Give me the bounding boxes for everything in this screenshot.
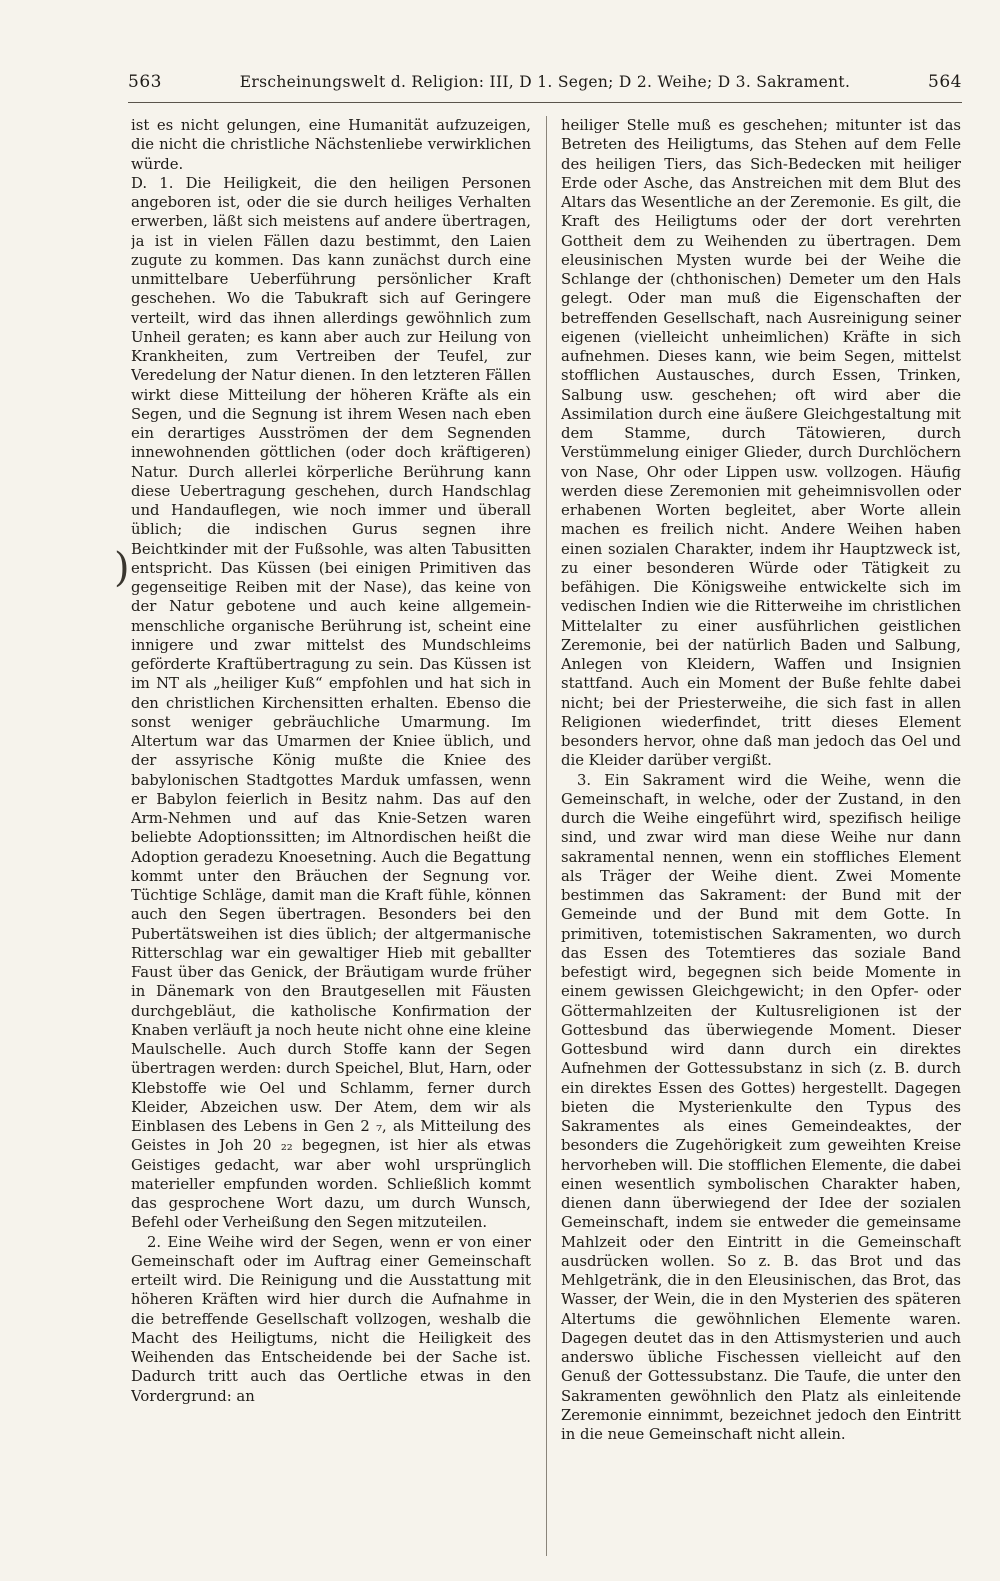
- paragraph: ist es nicht gelungen, eine Humanität aufzuzeigen, die nicht die christliche Nächstenliebe verwirklichen würde.: [131, 117, 531, 173]
- margin-mark: ): [114, 545, 130, 591]
- text-column-right: [561, 116, 961, 1556]
- page-header: [128, 72, 962, 98]
- header-rule: [128, 102, 962, 103]
- column-divider: [546, 116, 547, 1556]
- paragraph: 2. Eine Weihe wird der Segen, wenn er von einer Gemeinschaft oder im Auftrag einer Gemeinschaft erteilt wird. Die Reinigung und die Ausstattung mit höheren Kräften wird hier durch die Aufnahme in die betreffende Gesellschaft vollzogen, weshalb die Macht des Heiligtums, nicht die Heiligkeit des Weihenden das Entscheidende bei der Sache ist. Dadurch tritt auch das Oertliche etwas in den Vordergrund: an: [131, 1233, 531, 1405]
- paragraph: 3. Ein Sakrament wird die Weihe, wenn die Gemeinschaft, in welche, oder der Zustand, in den durch die Weihe eingeführt wird, spezifisch heilige sind, und zwar wird man diese Weihe nur dann sakramental nennen, wenn ein stoffliches Element als Träger der Weihe dient. Zwei Momente bestimmen das Sakrament: der Bund mit der Gemeinde und der Bund mit dem Gotte. In primitiven, totemistischen Sakramenten, wo durch das Essen des Totemtieres das soziale Band befestigt wird, begegnen sich beide Momente in einem gewissen Gleichgewicht; in den Opfer- oder Göttermahlzeiten der Kultusreligionen ist der Gottesbund das überwiegende Moment. Dieser Gottesbund wird dann durch ein direktes Aufnehmen der Gottessubstanz in sich (z. B. durch ein direktes Essen des Gottes) hergestellt. Dagegen bieten die Mysterienkulte den Typus des Sakramentes als eines Gemeindeaktes, der besonders die Zugehörigkeit zum geweihten Kreise hervorheben will. Die stofflichen Elemente, die dabei einen wesentlich symbolischen Charakter haben, dienen dann überwiegend der Idee der sozialen Gemeinschaft, indem sie entweder die gemeinsame Mahlzeit oder den Eintritt in die Gemeinschaft ausdrücken wollen. So z. B. das Brot und das Mehlgetränk, die in den Eleusinischen, das Brot, das Wasser, der Wein, die in den Mysterien des späteren Altertums die gewöhnlichen Elemente waren. Dagegen deutet das in den Attismysterien und auch anderswo übliche Fischessen vielleicht auf den Genuß der Gottessubstanz. Die Taufe, die unter den Sakramenten gewöhnlich den Platz als einleitende Zeremonie einnimmt, bezeichnet jedoch den Eintritt in die neue Gemeinschaft nicht allein.: [561, 771, 961, 1443]
- page-number-left: 563: [128, 72, 162, 92]
- paragraph: D. 1. Die Heiligkeit, die den heiligen Personen angeboren ist, oder die sie durch heiliges Verhalten erwerben, läßt sich meistens auf andere übertragen, ja ist in vielen Fällen dazu bestimmt, den Laien zugute zu kommen. Das kann zunächst durch eine unmittelbare Ueberführung persönlicher Kraft geschehen. Wo die Tabukraft sich auf Geringere verteilt, wird das ihnen allerdings gewöhnlich zum Unheil geraten; es kann aber auch zur Heilung von Krankheiten, zum Vertreiben der Teufel, zur Veredelung der Natur dienen. In den letzteren Fällen wirkt diese Mitteilung der höheren Kräfte als ein Segen, und die Segnung ist ihrem Wesen nach eben ein derartiges Ausströmen der dem Segnenden innewohnenden göttlichen (oder doch kräftigeren) Natur. Durch allerlei körperliche Berührung kann diese Uebertragung geschehen, durch Handschlag und Handauflegen, wie noch immer und überall üblich; die indischen Gurus segnen ihre Beichtkinder mit der Fußsohle, was alten Tabusitten entspricht. Das Küssen (bei einigen Primitiven das gegenseitige Reiben mit der Nase), das keine von der Natur gebotene und auch keine allgemein-menschliche organische Berührung ist, scheint eine innigere und zwar mittelst des Mundschleims geförderte Kraftübertragung zu sein. Das Küssen ist im NT als „heiliger Kuß“ empfohlen und hat sich in den christlichen Kirchensitten erhalten. Ebenso die sonst weniger gebräuchliche Umarmung. Im Altertum war das Umarmen der Kniee üblich, und der assyrische König mußte die Kniee des babylonischen Stadtgottes Marduk umfassen, wenn er Babylon feierlich in Besitz nahm. Das auf den Arm-Nehmen und auf das Knie-Setzen waren beliebte Adoptionssitten; im Altnordischen heißt die Adoption geradezu Knoesetning. Auch die Begattung kommt unter den Bräuchen der Segnung vor. Tüchtige Schläge, damit man die Kraft fühle, können auch den Segen übertragen. Besonders bei den Pubertätsweihen ist dies üblich; der altgermanische Ritterschlag war ein gewaltiger Hieb mit geballter Faust über das Genick, der Bräutigam wurde früher in Dänemark von den Brautgesellen mit Fäusten durchgebläut, die katholische Konfirmation der Knaben verläuft ja noch heute nicht ohne eine kleine Maulschelle. Auch durch Stoffe kann der Segen übertragen werden: durch Speichel, Blut, Harn, oder Klebstoffe wie Oel und Schlamm, ferner durch Kleider, Abzeichen usw. Der Atem, dem wir als Einblasen des Lebens in Gen 2 ₇, als Mitteilung des Geistes in Joh 20 ₂₂ begegnen, ist hier als etwas Geistiges gedacht, war aber wohl ursprünglich materieller empfunden worden. Schließlich kommt das gesprochene Wort dazu, um durch Wunsch, Befehl oder Verheißung den Segen mitzuteilen.: [131, 174, 531, 1232]
- paragraph: heiliger Stelle muß es geschehen; mitunter ist das Betreten des Heiligtums, das Stehen auf dem Felle des heiligen Tiers, das Sich-Bedecken mit heiliger Erde oder Asche, das Anstreichen mit dem Blut des Altars das Wesentliche an der Zeremonie. Es gilt, die Kraft des Heiligtums oder der dort verehrten Gottheit dem zu Weihenden zu übertragen. Dem eleusinischen Mysten wurde bei der Weihe die Schlange der (chthonischen) Demeter um den Hals gelegt. Oder man muß die Eigenschaften der betreffenden Gesellschaft, nach Ausreinigung seiner eigenen (vielleicht unheimlichen) Kräfte in sich aufnehmen. Dieses kann, wie beim Segen, mittelst stofflichen Austausches, durch Essen, Trinken, Salbung usw. geschehen; oft wird aber die Assimilation durch eine äußere Gleichgestaltung mit dem Stamme, durch Tätowieren, durch Verstümmelung einiger Glieder, durch Durchlöchern von Nase, Ohr oder Lippen usw. vollzogen. Häufig werden diese Zeremonien mit geheimnisvollen oder erhabenen Worten begleitet, aber Worte allein machen es freilich nicht. Andere Weihen haben einen sozialen Charakter, indem ihr Hauptzweck ist, zu einer besonderen Würde oder Tätigkeit zu befähigen. Die Königsweihe entwickelte sich im vedischen Indien wie die Ritterweihe im christlichen Mittelalter zu einer ausführlichen geistlichen Zeremonie, bei der natürlich Baden und Salbung, Anlegen von Kleidern, Waffen und Insignien stattfand. Auch ein Moment der Buße fehlte dabei nicht; bei der Priesterweihe, die sich fast in allen Religionen wiederfindet, tritt dieses Element besonders hervor, ohne daß man jedoch das Oel und die Kleider darüber vergißt.: [561, 117, 961, 770]
- text-column-left: [131, 116, 531, 1556]
- page-number-right: 564: [928, 72, 962, 92]
- running-head: Erscheinungswelt d. Religion: III, D 1. Segen; D 2. Weihe; D 3. Sakrament.: [239, 73, 851, 91]
